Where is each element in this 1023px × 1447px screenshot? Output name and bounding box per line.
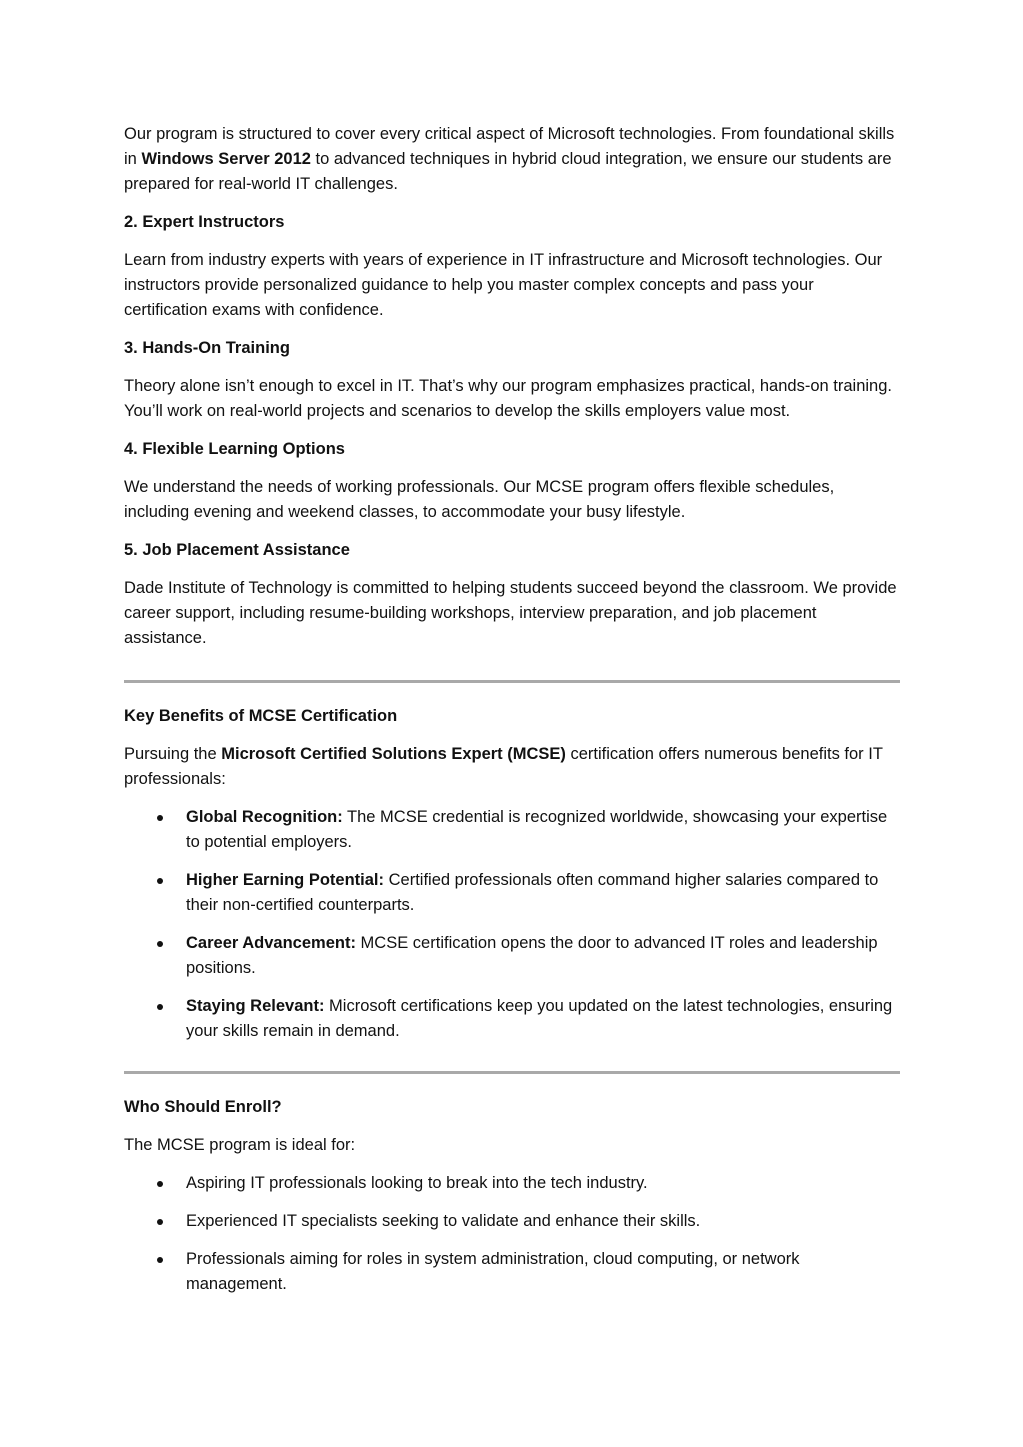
enroll-item-text: Aspiring IT professionals looking to break into the tech industry. [186,1174,648,1192]
list-item [124,931,900,981]
benefits-heading: Key Benefits of MCSE Certification [124,707,398,725]
section-heading-job-placement: 5. Job Placement Assistance [124,541,350,559]
benefit-label: Higher Earning Potential: [186,871,385,889]
section-body-hands-on-training: Theory alone isn’t enough to excel in IT. That’s why our program emphasizes practical, hands-on training. You’ll work on real-world projects and scenarios to develop the skills employers value most. [124,377,892,420]
document-page [124,122,900,1310]
benefits-intro-end: certification offers numerous benefits for IT professionals: [124,745,883,788]
section-body-job-placement: Dade Institute of Technology is committed to helping students succeed beyond the classroom. We provide career support, including resume-building workshops, interview preparation, and job placement assistance. [124,579,897,647]
section-heading-hands-on-training: 3. Hands-On Training [124,339,290,357]
benefit-text: The MCSE credential is recognized worldwide, showcasing your expertise to potential employers. [186,808,888,851]
list-item [124,1209,900,1234]
intro-paragraph [124,122,900,197]
bullet-icon [157,1257,163,1263]
bullet-icon [157,815,163,821]
intro-text-start: Our program is structured to cover every critical aspect of Microsoft technologies. From foundational skills in [124,125,895,168]
list-item [124,805,900,855]
bullet-icon [157,1181,163,1187]
enroll-item-text: Professionals aiming for roles in system administration, cloud computing, or network management. [186,1250,800,1293]
section-body-expert-instructors: Learn from industry experts with years of experience in IT infrastructure and Microsoft technologies. Our instructors provide personalized guidance to help you master complex concepts and pass your certification exams with confidence. [124,251,883,319]
bullet-icon [157,878,163,884]
enroll-item-text: Experienced IT specialists seeking to validate and enhance their skills. [186,1212,701,1230]
enroll-heading: Who Should Enroll? [124,1098,282,1116]
list-item [124,868,900,918]
bullet-icon [157,941,163,947]
enroll-list [124,1171,900,1297]
bullet-icon [157,1219,163,1225]
intro-bold-term: Windows Server 2012 [141,150,311,168]
benefit-text: MCSE certification opens the door to advanced IT roles and leadership positions. [186,934,878,977]
intro-text-end: to advanced techniques in hybrid cloud integration, we ensure our students are prepared for real-world IT challenges. [124,150,892,193]
benefit-label: Career Advancement: [186,934,356,952]
benefits-intro-bold: Microsoft Certified Solutions Expert (MCSE) [221,745,566,763]
section-heading-flexible-learning: 4. Flexible Learning Options [124,440,345,458]
list-item [124,1171,900,1196]
benefit-text: Microsoft certifications keep you updated on the latest technologies, ensuring your skills remain in demand. [186,997,893,1040]
horizontal-divider [124,1071,900,1074]
enroll-intro: The MCSE program is ideal for: [124,1136,356,1154]
section-heading-expert-instructors: 2. Expert Instructors [124,213,285,231]
bullet-icon [157,1004,163,1010]
horizontal-divider [124,680,900,683]
benefit-label: Staying Relevant: [186,997,325,1015]
benefit-label: Global Recognition: [186,808,343,826]
benefits-intro [124,742,900,792]
list-item [124,1247,900,1297]
benefits-intro-start: Pursuing the [124,745,222,763]
benefit-text: Certified professionals often command higher salaries compared to their non-certified counterparts. [186,871,879,914]
benefits-list [124,805,900,1044]
list-item [124,994,900,1044]
section-body-flexible-learning: We understand the needs of working professionals. Our MCSE program offers flexible schedules, including evening and weekend classes, to accommodate your busy lifestyle. [124,478,835,521]
